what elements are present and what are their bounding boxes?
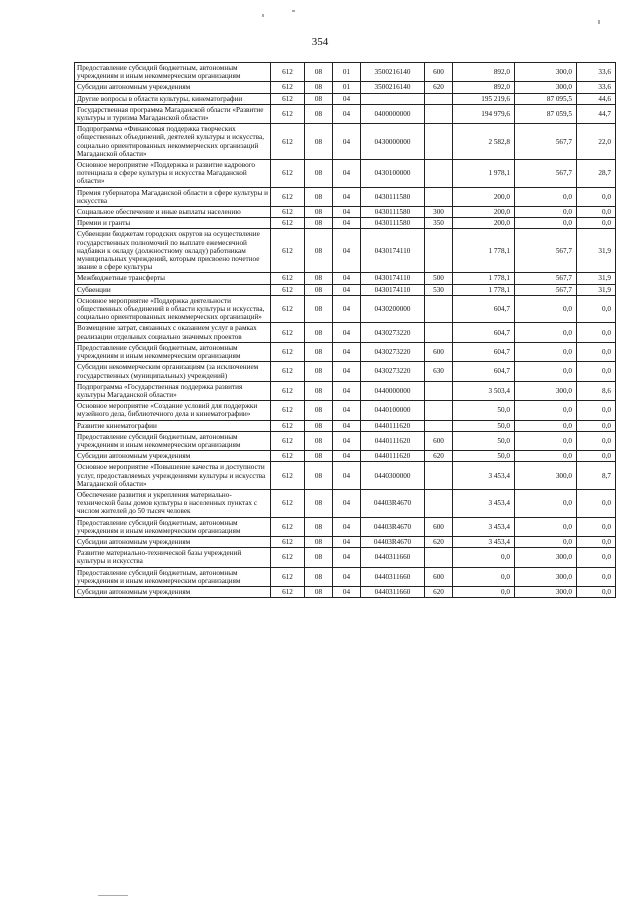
cell-vr	[425, 124, 453, 160]
cell-pr: 04	[333, 93, 361, 104]
cell-csr: 0430111580	[361, 218, 425, 229]
cell-vr	[425, 160, 453, 188]
cell-vr: 350	[425, 218, 453, 229]
budget-table	[74, 62, 616, 598]
cell-csr: 04403R4670	[361, 536, 425, 547]
cell-plan: 0,0	[453, 586, 515, 597]
cell-name: Предоставление субсидий бюджетным, автономным учреждениям и иным некоммерческим организациям	[75, 342, 271, 361]
scan-mark	[262, 14, 264, 17]
cell-plan: 1 978,1	[453, 160, 515, 188]
cell-name: Премии и гранты	[75, 218, 271, 229]
cell-pr: 04	[333, 187, 361, 206]
cell-name: Возмещение затрат, связанных с оказанием услуг в рамках реализации отдельных социально значимых проектов	[75, 323, 271, 342]
cell-vr	[425, 489, 453, 517]
cell-csr: 04403R4670	[361, 489, 425, 517]
cell-rz: 08	[305, 517, 333, 536]
cell-rz: 08	[305, 295, 333, 323]
cell-pr: 04	[333, 567, 361, 586]
table-row	[75, 104, 616, 123]
cell-csr: 0430273220	[361, 362, 425, 381]
cell-name: Социальное обеспечение и иные выплаты населению	[75, 207, 271, 218]
cell-pct: 0,0	[577, 218, 616, 229]
cell-vr	[425, 420, 453, 431]
cell-ved: 612	[271, 284, 305, 295]
cell-vr: 600	[425, 63, 453, 82]
cell-pct: 0,0	[577, 567, 616, 586]
cell-rz: 08	[305, 420, 333, 431]
cell-csr: 0440000000	[361, 381, 425, 400]
cell-fact: 0,0	[515, 218, 577, 229]
cell-rz: 08	[305, 462, 333, 490]
cell-rz: 08	[305, 273, 333, 284]
cell-rz: 08	[305, 284, 333, 295]
cell-vr: 500	[425, 273, 453, 284]
cell-vr: 620	[425, 586, 453, 597]
table-row	[75, 82, 616, 93]
cell-pr: 04	[333, 124, 361, 160]
table-row	[75, 229, 616, 273]
cell-ved: 612	[271, 207, 305, 218]
cell-csr: 3500216140	[361, 63, 425, 82]
cell-ved: 612	[271, 295, 305, 323]
cell-fact: 300,0	[515, 567, 577, 586]
cell-pct: 33,6	[577, 82, 616, 93]
cell-csr: 0400000000	[361, 104, 425, 123]
cell-pct: 0,0	[577, 187, 616, 206]
scan-mark	[98, 895, 128, 896]
cell-name: Субвенции	[75, 284, 271, 295]
cell-csr: 0440111620	[361, 431, 425, 450]
cell-pct: 0,0	[577, 401, 616, 420]
cell-ved: 612	[271, 218, 305, 229]
cell-plan: 50,0	[453, 401, 515, 420]
cell-pr: 04	[333, 362, 361, 381]
cell-pr: 01	[333, 82, 361, 93]
table-row	[75, 381, 616, 400]
cell-csr: 0430111580	[361, 207, 425, 218]
cell-vr: 620	[425, 82, 453, 93]
cell-pct: 0,0	[577, 548, 616, 567]
page-number: 354	[311, 36, 329, 48]
cell-pct: 8,7	[577, 462, 616, 490]
table-row	[75, 273, 616, 284]
cell-pr: 04	[333, 451, 361, 462]
cell-csr: 0430273220	[361, 323, 425, 342]
cell-ved: 612	[271, 420, 305, 431]
cell-ved: 612	[271, 187, 305, 206]
cell-csr: 0440111620	[361, 451, 425, 462]
cell-vr	[425, 548, 453, 567]
cell-plan: 604,7	[453, 295, 515, 323]
cell-csr: 0430200000	[361, 295, 425, 323]
cell-rz: 08	[305, 362, 333, 381]
cell-name: Основное мероприятие «Поддержка деятельности общественных объединений в области культуры и искусства, социально ориентированных некоммерческих организаций»	[75, 295, 271, 323]
table-row	[75, 187, 616, 206]
cell-pr: 04	[333, 489, 361, 517]
cell-name: Субвенции бюджетам городских округов на осуществление государственных полномочий по выплате ежемесячной надбавки к окладу (должностному окладу) работникам муниципальных учреждений, которым присвоено почетное звание в сфере культуры	[75, 229, 271, 273]
cell-rz: 08	[305, 82, 333, 93]
cell-ved: 612	[271, 462, 305, 490]
cell-pct: 0,0	[577, 342, 616, 361]
cell-name: Развитие кинематографии	[75, 420, 271, 431]
cell-ved: 612	[271, 93, 305, 104]
cell-plan: 892,0	[453, 82, 515, 93]
cell-name: Основное мероприятие «Создание условий для поддержки музейного дела, библиотечного дела и кинематографии»	[75, 401, 271, 420]
cell-pct: 8,6	[577, 381, 616, 400]
cell-fact: 0,0	[515, 420, 577, 431]
table-row	[75, 63, 616, 82]
cell-pr: 04	[333, 218, 361, 229]
cell-fact: 0,0	[515, 187, 577, 206]
table-row	[75, 218, 616, 229]
cell-fact: 300,0	[515, 586, 577, 597]
cell-name: Предоставление субсидий бюджетным, автономным учреждениям и иным некоммерческим организациям	[75, 517, 271, 536]
cell-csr: 0430000000	[361, 124, 425, 160]
cell-pct: 44,6	[577, 93, 616, 104]
cell-ved: 612	[271, 489, 305, 517]
cell-ved: 612	[271, 323, 305, 342]
cell-pct: 0,0	[577, 362, 616, 381]
cell-fact: 0,0	[515, 489, 577, 517]
cell-pct: 31,9	[577, 229, 616, 273]
cell-ved: 612	[271, 548, 305, 567]
cell-rz: 08	[305, 381, 333, 400]
table-row	[75, 342, 616, 361]
cell-vr	[425, 187, 453, 206]
cell-fact: 300,0	[515, 381, 577, 400]
cell-csr: 0440300000	[361, 462, 425, 490]
cell-name: Межбюджетные трансферты	[75, 273, 271, 284]
table-row	[75, 431, 616, 450]
cell-pr: 04	[333, 401, 361, 420]
cell-plan: 50,0	[453, 420, 515, 431]
table-row	[75, 362, 616, 381]
cell-fact: 0,0	[515, 431, 577, 450]
cell-fact: 87 059,5	[515, 104, 577, 123]
cell-rz: 08	[305, 229, 333, 273]
cell-pr: 04	[333, 295, 361, 323]
table-row	[75, 401, 616, 420]
cell-pct: 0,0	[577, 420, 616, 431]
table-row	[75, 567, 616, 586]
cell-plan: 0,0	[453, 567, 515, 586]
cell-pr: 01	[333, 63, 361, 82]
cell-pct: 33,6	[577, 63, 616, 82]
cell-name: Субсидии некоммерческим организациям (за исключением государственных (муниципальных) учреждений)	[75, 362, 271, 381]
cell-csr: 0430111580	[361, 187, 425, 206]
cell-pr: 04	[333, 323, 361, 342]
table-row	[75, 93, 616, 104]
cell-plan: 200,0	[453, 187, 515, 206]
table-row	[75, 548, 616, 567]
cell-name: Развитие материально-технической базы учреждений культуры и искусства	[75, 548, 271, 567]
cell-plan: 200,0	[453, 218, 515, 229]
cell-pct: 0,0	[577, 489, 616, 517]
cell-rz: 08	[305, 187, 333, 206]
cell-plan: 3 503,4	[453, 381, 515, 400]
table-row	[75, 462, 616, 490]
cell-pr: 04	[333, 160, 361, 188]
cell-rz: 08	[305, 323, 333, 342]
cell-pct: 0,0	[577, 207, 616, 218]
cell-fact: 0,0	[515, 342, 577, 361]
cell-plan: 604,7	[453, 323, 515, 342]
cell-pct: 28,7	[577, 160, 616, 188]
cell-rz: 08	[305, 451, 333, 462]
cell-vr: 630	[425, 362, 453, 381]
cell-ved: 612	[271, 517, 305, 536]
cell-vr	[425, 323, 453, 342]
cell-fact: 300,0	[515, 63, 577, 82]
cell-name: Предоставление субсидий бюджетным, автономным учреждениям и иным некоммерческим организациям	[75, 567, 271, 586]
cell-rz: 08	[305, 207, 333, 218]
cell-fact: 0,0	[515, 517, 577, 536]
cell-rz: 08	[305, 93, 333, 104]
cell-fact: 0,0	[515, 536, 577, 547]
cell-vr	[425, 93, 453, 104]
cell-rz: 08	[305, 104, 333, 123]
cell-fact: 567,7	[515, 229, 577, 273]
cell-pr: 04	[333, 284, 361, 295]
cell-name: Премия губернатора Магаданской области в сфере культуры и искусства	[75, 187, 271, 206]
cell-vr	[425, 401, 453, 420]
cell-plan: 3 453,4	[453, 517, 515, 536]
scan-mark	[598, 20, 600, 24]
cell-fact: 567,7	[515, 124, 577, 160]
cell-rz: 08	[305, 567, 333, 586]
table-row	[75, 207, 616, 218]
cell-ved: 612	[271, 451, 305, 462]
cell-plan: 1 778,1	[453, 284, 515, 295]
cell-fact: 0,0	[515, 207, 577, 218]
cell-vr	[425, 381, 453, 400]
cell-fact: 567,7	[515, 273, 577, 284]
cell-fact: 300,0	[515, 548, 577, 567]
cell-plan: 3 453,4	[453, 489, 515, 517]
cell-name: Субсидии автономным учреждениям	[75, 586, 271, 597]
cell-pct: 31,9	[577, 273, 616, 284]
cell-csr: 3500216140	[361, 82, 425, 93]
cell-name: Обеспечение развития и укрепления материально-технической базы домов культуры в населенных пунктах с числом жителей до 50 тысяч человек	[75, 489, 271, 517]
cell-plan: 195 219,6	[453, 93, 515, 104]
cell-vr: 620	[425, 451, 453, 462]
cell-plan: 194 979,6	[453, 104, 515, 123]
cell-pr: 04	[333, 420, 361, 431]
cell-rz: 08	[305, 63, 333, 82]
cell-ved: 612	[271, 342, 305, 361]
cell-pct: 44,7	[577, 104, 616, 123]
cell-plan: 3 453,4	[453, 462, 515, 490]
cell-fact: 87 095,5	[515, 93, 577, 104]
cell-csr: 0430174110	[361, 284, 425, 295]
cell-ved: 612	[271, 229, 305, 273]
cell-csr	[361, 93, 425, 104]
cell-vr: 300	[425, 207, 453, 218]
cell-fact: 300,0	[515, 462, 577, 490]
cell-pr: 04	[333, 536, 361, 547]
cell-ved: 612	[271, 362, 305, 381]
cell-pr: 04	[333, 342, 361, 361]
table-row	[75, 124, 616, 160]
cell-csr: 0440111620	[361, 420, 425, 431]
cell-csr: 0430174110	[361, 273, 425, 284]
cell-plan: 604,7	[453, 342, 515, 361]
cell-fact: 0,0	[515, 295, 577, 323]
cell-vr: 600	[425, 431, 453, 450]
cell-fact: 0,0	[515, 323, 577, 342]
table-row	[75, 536, 616, 547]
table-row	[75, 451, 616, 462]
cell-ved: 612	[271, 536, 305, 547]
cell-pr: 04	[333, 462, 361, 490]
cell-name: Основное мероприятие «Повышение качества и доступности услуг, предоставляемых учреждениями культуры и искусства Магаданской области»	[75, 462, 271, 490]
cell-csr: 0440311660	[361, 548, 425, 567]
cell-name: Субсидии автономным учреждениям	[75, 82, 271, 93]
cell-pct: 0,0	[577, 451, 616, 462]
cell-plan: 604,7	[453, 362, 515, 381]
cell-name: Подпрограмма «Государственная поддержка развития культуры Магаданской области»	[75, 381, 271, 400]
cell-pr: 04	[333, 229, 361, 273]
cell-csr: 0430174110	[361, 229, 425, 273]
cell-rz: 08	[305, 548, 333, 567]
cell-rz: 08	[305, 218, 333, 229]
cell-rz: 08	[305, 586, 333, 597]
cell-ved: 612	[271, 431, 305, 450]
cell-rz: 08	[305, 536, 333, 547]
cell-plan: 1 778,1	[453, 273, 515, 284]
cell-plan: 1 778,1	[453, 229, 515, 273]
cell-ved: 612	[271, 82, 305, 93]
cell-pct: 0,0	[577, 517, 616, 536]
table-row	[75, 160, 616, 188]
cell-csr: 0430100000	[361, 160, 425, 188]
cell-plan: 2 582,8	[453, 124, 515, 160]
cell-ved: 612	[271, 586, 305, 597]
cell-pr: 04	[333, 273, 361, 284]
cell-csr: 04403R4670	[361, 517, 425, 536]
cell-name: Субсидии автономным учреждениям	[75, 451, 271, 462]
cell-ved: 612	[271, 567, 305, 586]
cell-fact: 567,7	[515, 284, 577, 295]
cell-vr: 620	[425, 536, 453, 547]
cell-pr: 04	[333, 381, 361, 400]
table-row	[75, 420, 616, 431]
cell-pr: 04	[333, 517, 361, 536]
table-row	[75, 489, 616, 517]
cell-plan: 892,0	[453, 63, 515, 82]
table-row	[75, 517, 616, 536]
cell-name: Основное мероприятие «Поддержка и развитие кадрового потенциала в сфере культуры и искусства Магаданской области»	[75, 160, 271, 188]
cell-name: Субсидии автономным учреждениям	[75, 536, 271, 547]
cell-rz: 08	[305, 489, 333, 517]
cell-ved: 612	[271, 273, 305, 284]
cell-fact: 0,0	[515, 451, 577, 462]
cell-vr	[425, 462, 453, 490]
cell-plan: 50,0	[453, 431, 515, 450]
cell-pct: 0,0	[577, 536, 616, 547]
cell-plan: 50,0	[453, 451, 515, 462]
cell-pct: 0,0	[577, 323, 616, 342]
cell-ved: 612	[271, 160, 305, 188]
cell-name: Государственная программа Магаданской области «Развитие культуры и туризма Магаданской области»	[75, 104, 271, 123]
cell-fact: 300,0	[515, 82, 577, 93]
table-row	[75, 295, 616, 323]
cell-vr	[425, 295, 453, 323]
cell-fact: 0,0	[515, 401, 577, 420]
cell-rz: 08	[305, 431, 333, 450]
cell-plan: 200,0	[453, 207, 515, 218]
cell-name: Подпрограмма «Финансовая поддержка творческих общественных объединений, деятелей культуры и искусства, социально ориентированных некоммерческих организаций Магаданской области»	[75, 124, 271, 160]
cell-ved: 612	[271, 63, 305, 82]
cell-ved: 612	[271, 401, 305, 420]
cell-pr: 04	[333, 431, 361, 450]
cell-pct: 22,0	[577, 124, 616, 160]
cell-csr: 0440311660	[361, 586, 425, 597]
cell-plan: 3 453,4	[453, 536, 515, 547]
cell-rz: 08	[305, 401, 333, 420]
cell-name: Предоставление субсидий бюджетным, автономным учреждениям и иным некоммерческим организациям	[75, 431, 271, 450]
cell-csr: 0440100000	[361, 401, 425, 420]
cell-rz: 08	[305, 342, 333, 361]
cell-name: Другие вопросы в области культуры, кинематографии	[75, 93, 271, 104]
table-row	[75, 586, 616, 597]
cell-csr: 0440311660	[361, 567, 425, 586]
cell-vr: 600	[425, 567, 453, 586]
cell-pct: 0,0	[577, 586, 616, 597]
table-body	[75, 63, 616, 598]
cell-pr: 04	[333, 104, 361, 123]
cell-rz: 08	[305, 160, 333, 188]
cell-vr: 600	[425, 517, 453, 536]
table-row	[75, 284, 616, 295]
cell-ved: 612	[271, 124, 305, 160]
cell-pct: 0,0	[577, 295, 616, 323]
cell-pct: 31,9	[577, 284, 616, 295]
cell-ved: 612	[271, 104, 305, 123]
cell-pct: 0,0	[577, 431, 616, 450]
cell-rz: 08	[305, 124, 333, 160]
cell-ved: 612	[271, 381, 305, 400]
scan-mark	[292, 10, 295, 12]
cell-name: Предоставление субсидий бюджетным, автономным учреждениям и иным некоммерческим организациям	[75, 63, 271, 82]
cell-fact: 0,0	[515, 362, 577, 381]
cell-pr: 04	[333, 548, 361, 567]
cell-vr	[425, 104, 453, 123]
table-row	[75, 323, 616, 342]
cell-vr: 530	[425, 284, 453, 295]
cell-pr: 04	[333, 207, 361, 218]
cell-plan: 0,0	[453, 548, 515, 567]
cell-fact: 567,7	[515, 160, 577, 188]
cell-csr: 0430273220	[361, 342, 425, 361]
cell-vr	[425, 229, 453, 273]
cell-pr: 04	[333, 586, 361, 597]
cell-vr: 600	[425, 342, 453, 361]
